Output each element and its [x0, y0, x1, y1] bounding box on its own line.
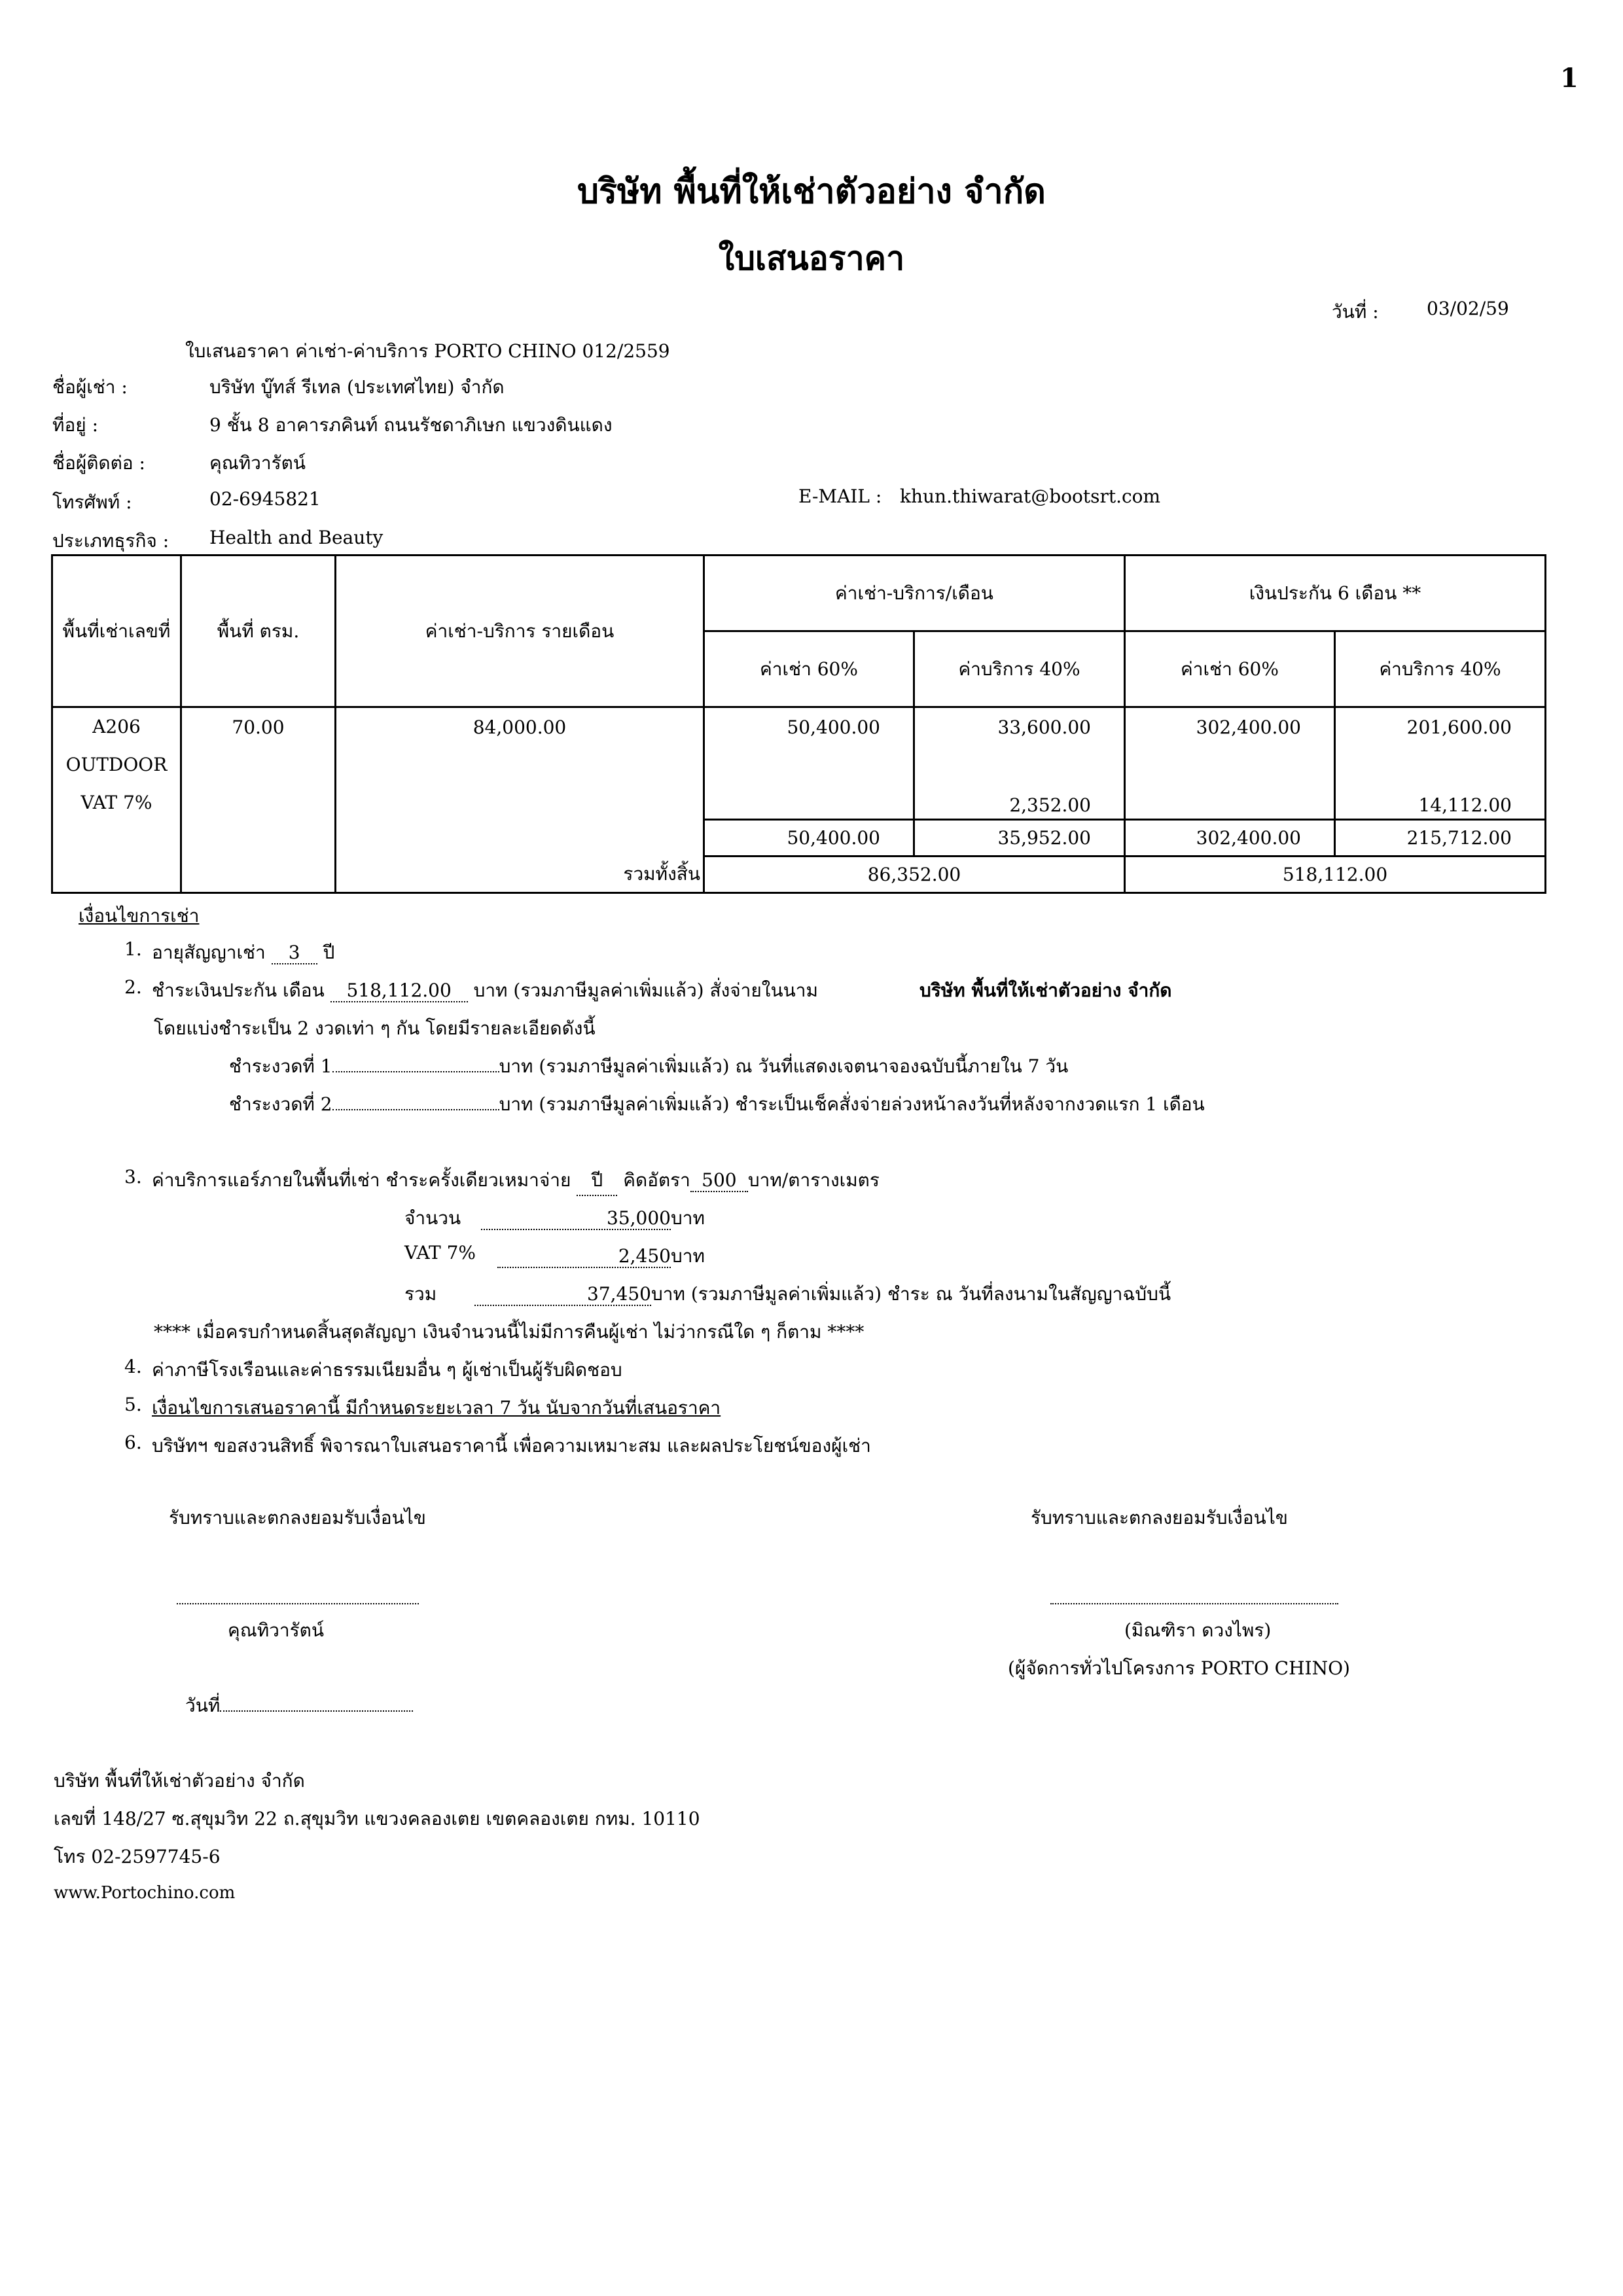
cell-area: 70.00: [181, 707, 336, 893]
header-deposit-rent-60: ค่าเช่า 60%: [1125, 631, 1335, 707]
condition-4: ค่าภาษีโรงเรือนและค่าธรรมเนียมอื่น ๆ ผู้เช่าเป็นผู้รับผิดชอบ: [152, 1359, 622, 1381]
installment-2-text: บาท (รวมภาษีมูลค่าเพิ่มแล้ว) ชำระเป็นเช็คสั่งจ่ายล่วงหน้าลงวันที่หลังจากงวดแรก 1 เดือน: [499, 1093, 1205, 1115]
total-deposit: 518,112.00: [1125, 857, 1546, 893]
deposit-payment-text: บาท (รวมภาษีมูลค่าเพิ่มแล้ว) สั่งจ่ายในนาม: [473, 980, 818, 1001]
aircon-period: ปี: [577, 1166, 617, 1196]
right-signer-title: (ผู้จัดการทั่วไปโครงการ PORTO CHINO): [1008, 1657, 1350, 1679]
aircon-vat: 2,450: [497, 1245, 671, 1268]
email-label: E-MAIL :: [798, 486, 882, 507]
aircon-total: 37,450: [474, 1283, 651, 1306]
aircon-total-line: [474, 1280, 1171, 1309]
subtotal-rent-60: 50,400.00: [704, 820, 914, 857]
contact-label: ชื่อผู้ติดต่อ :: [52, 452, 145, 474]
left-acknowledgement: รับทราบและตกลงยอมรับเงื่อนไข: [169, 1507, 426, 1528]
rental-table: [51, 554, 1546, 894]
aircon-rate: 500: [690, 1169, 748, 1192]
condition-3: [152, 1166, 880, 1196]
aircon-vat-baht: บาท: [671, 1245, 705, 1267]
installment-1-text: บาท (รวมภาษีมูลค่าเพิ่มแล้ว) ณ วันที่แสดงเจตนาจองฉบับนี้ภายใน 7 วัน: [499, 1055, 1069, 1077]
date-value: 03/02/59: [1427, 298, 1509, 319]
right-acknowledgement: รับทราบและตกลงยอมรับเงื่อนไข: [1031, 1507, 1288, 1528]
cell-deposit-rent-60: 302,400.00: [1125, 707, 1335, 820]
phone-value: 02-6945821: [209, 488, 321, 510]
address-value: 9 ชั้น 8 อาคารภคินท์ ถนนรัชดาภิเษก แขวงดินแดง: [209, 414, 613, 436]
aircon-vat-label: VAT 7%: [404, 1242, 476, 1263]
left-signer-name: คุณทิวารัตน์: [228, 1619, 324, 1641]
contract-term-label: อายุสัญญาเช่า: [152, 942, 266, 963]
unit-code: A206: [92, 716, 141, 737]
left-date: [185, 1691, 413, 1720]
condition-1: [152, 938, 334, 967]
condition-2-number: 2.: [124, 976, 142, 998]
aircon-fee-text: ค่าบริการแอร์ภายในพื้นที่เช่า ชำระครั้งเดียวเหมาจ่าย: [152, 1169, 571, 1191]
installment-1: [229, 1052, 1068, 1081]
left-date-label: วันที่: [185, 1695, 221, 1716]
condition-5-number: 5.: [124, 1394, 142, 1415]
phone-label: โทรศัพท์ :: [52, 491, 132, 513]
total-label: รวมทั้งสิ้น: [336, 857, 704, 893]
footer-company: บริษัท พื้นที่ให้เช่าตัวอย่าง จำกัด: [54, 1770, 305, 1792]
header-service-40: ค่าบริการ 40%: [914, 631, 1125, 707]
footer-address: เลขที่ 148/27 ซ.สุขุมวิท 22 ถ.สุขุมวิท แขวงคลองเตย เขตคลองเตย กทม. 10110: [54, 1808, 700, 1829]
header-unit-no: พื้นที่เช่าเลขที่: [52, 556, 181, 707]
aircon-vat-line: [497, 1242, 705, 1271]
header-deposit-service-40: ค่าบริการ 40%: [1335, 631, 1546, 707]
footer-phone: โทร 02-2597745-6: [54, 1846, 221, 1867]
header-monthly: ค่าเช่า-บริการ รายเดือน: [336, 556, 704, 707]
header-rent-60: ค่าเช่า 60%: [704, 631, 914, 707]
footer-website[interactable]: www.Portochino.com: [54, 1883, 236, 1903]
tenant-label: ชื่อผู้เช่า :: [52, 376, 128, 398]
contract-term-value: 3: [272, 942, 317, 964]
cell-rent-60: 50,400.00: [704, 707, 914, 820]
contact-value: คุณทิวารัตน์: [209, 452, 306, 474]
non-refund-note: **** เมื่อครบกำหนดสิ้นสุดสัญญา เงินจำนวนนี้ไม่มีการคืนผู้เช่า ไม่ว่ากรณีใด ๆ ก็ตาม ****: [154, 1321, 865, 1343]
subtotal-deposit-rent-60: 302,400.00: [1125, 820, 1335, 857]
unit-type: OUTDOOR: [65, 754, 168, 775]
payee-company: บริษัท พื้นที่ให้เช่าตัวอย่าง จำกัด: [919, 980, 1172, 1001]
installment-intro: โดยแบ่งชำระเป็น 2 งวดเท่า ๆ กัน โดยมีรายละเอียดดังนี้: [154, 1017, 596, 1039]
address-label: ที่อยู่ :: [52, 414, 99, 436]
aircon-amount: 35,000: [481, 1207, 671, 1230]
deposit-service-40-value: 201,600.00: [1406, 716, 1512, 738]
tenant-value: บริษัท บู๊ทส์ รีเทล (ประเทศไทย) จำกัด: [209, 376, 505, 398]
condition-4-number: 4.: [124, 1356, 142, 1377]
aircon-amount-line: [481, 1204, 705, 1233]
date-label: วันที่ :: [1332, 301, 1379, 323]
cell-monthly: 84,000.00: [336, 707, 704, 857]
subtotal-service-40: 35,952.00: [914, 820, 1125, 857]
service-40-value: 33,600.00: [997, 716, 1091, 738]
installment-2: [229, 1090, 1205, 1119]
deposit-amount: 518,112.00: [330, 980, 468, 1002]
left-date-blank[interactable]: [220, 1692, 413, 1712]
company-title: บริษัท พื้นที่ให้เช่าตัวอย่าง จำกัด: [577, 171, 1046, 211]
business-value: Health and Beauty: [209, 527, 383, 548]
unit-vat: VAT 7%: [80, 792, 152, 813]
right-signer-name: (มิณฑิรา ดวงไพร): [1124, 1619, 1272, 1641]
installment-2-label: ชำระงวดที่ 2: [229, 1093, 332, 1115]
deposit-service-40-vat: 14,112.00: [1418, 794, 1512, 816]
service-40-vat: 2,352.00: [1009, 794, 1091, 816]
aircon-amount-label: จำนวน: [404, 1207, 461, 1229]
installment-1-label: ชำระงวดที่ 1: [229, 1055, 332, 1077]
email-value: khun.thiwarat@bootsrt.com: [900, 486, 1161, 507]
page-number: 1: [1560, 63, 1578, 94]
header-deposit: เงินประกัน 6 เดือน **: [1125, 556, 1546, 631]
deposit-payment-label: ชำระเงินประกัน เดือน: [152, 980, 325, 1001]
conditions-heading: เงื่อนไขการเช่า: [79, 905, 200, 927]
aircon-rate-label: คิดอัตรา: [623, 1169, 690, 1191]
installment-1-blank[interactable]: [332, 1053, 499, 1072]
quote-reference: ใบเสนอราคา ค่าเช่า-ค่าบริการ PORTO CHINO 012/2559: [185, 340, 670, 362]
condition-2: [152, 976, 818, 1005]
aircon-amount-baht: บาท: [671, 1207, 705, 1229]
aircon-rate-unit: บาท/ตารางเมตร: [747, 1169, 880, 1191]
business-label: ประเภทธุรกิจ :: [52, 530, 169, 552]
cell-service-40: [914, 707, 1125, 820]
condition-6-number: 6.: [124, 1432, 142, 1453]
left-signature-line[interactable]: [177, 1603, 419, 1604]
cell-deposit-service-40: [1335, 707, 1546, 820]
condition-3-number: 3.: [124, 1166, 142, 1188]
contract-term-unit: ปี: [323, 942, 335, 963]
condition-1-number: 1.: [124, 938, 142, 960]
aircon-total-label: รวม: [404, 1283, 437, 1305]
condition-5: เงื่อนไขการเสนอราคานี้ มีกำหนดระยะเวลา 7 วัน นับจากวันที่เสนอราคา: [152, 1397, 721, 1419]
cell-unit: [52, 707, 181, 893]
subtotal-deposit-service-40: 215,712.00: [1335, 820, 1546, 857]
installment-2-blank[interactable]: [332, 1091, 499, 1110]
document-title: ใบเสนอราคา: [718, 239, 905, 277]
total-month: 86,352.00: [704, 857, 1125, 893]
condition-6: บริษัทฯ ขอสงวนสิทธิ์ พิจารณาใบเสนอราคานี้ เพื่อความเหมาะสม และผลประโยชน์ของผู้เช่า: [152, 1435, 871, 1457]
aircon-total-text: บาท (รวมภาษีมูลค่าเพิ่มแล้ว) ชำระ ณ วันที่ลงนามในสัญญาฉบับนี้: [651, 1283, 1171, 1305]
header-area: พื้นที่ ตรม.: [181, 556, 336, 707]
right-signature-line[interactable]: [1050, 1603, 1338, 1604]
header-rent-service-month: ค่าเช่า-บริการ/เดือน: [704, 556, 1125, 631]
